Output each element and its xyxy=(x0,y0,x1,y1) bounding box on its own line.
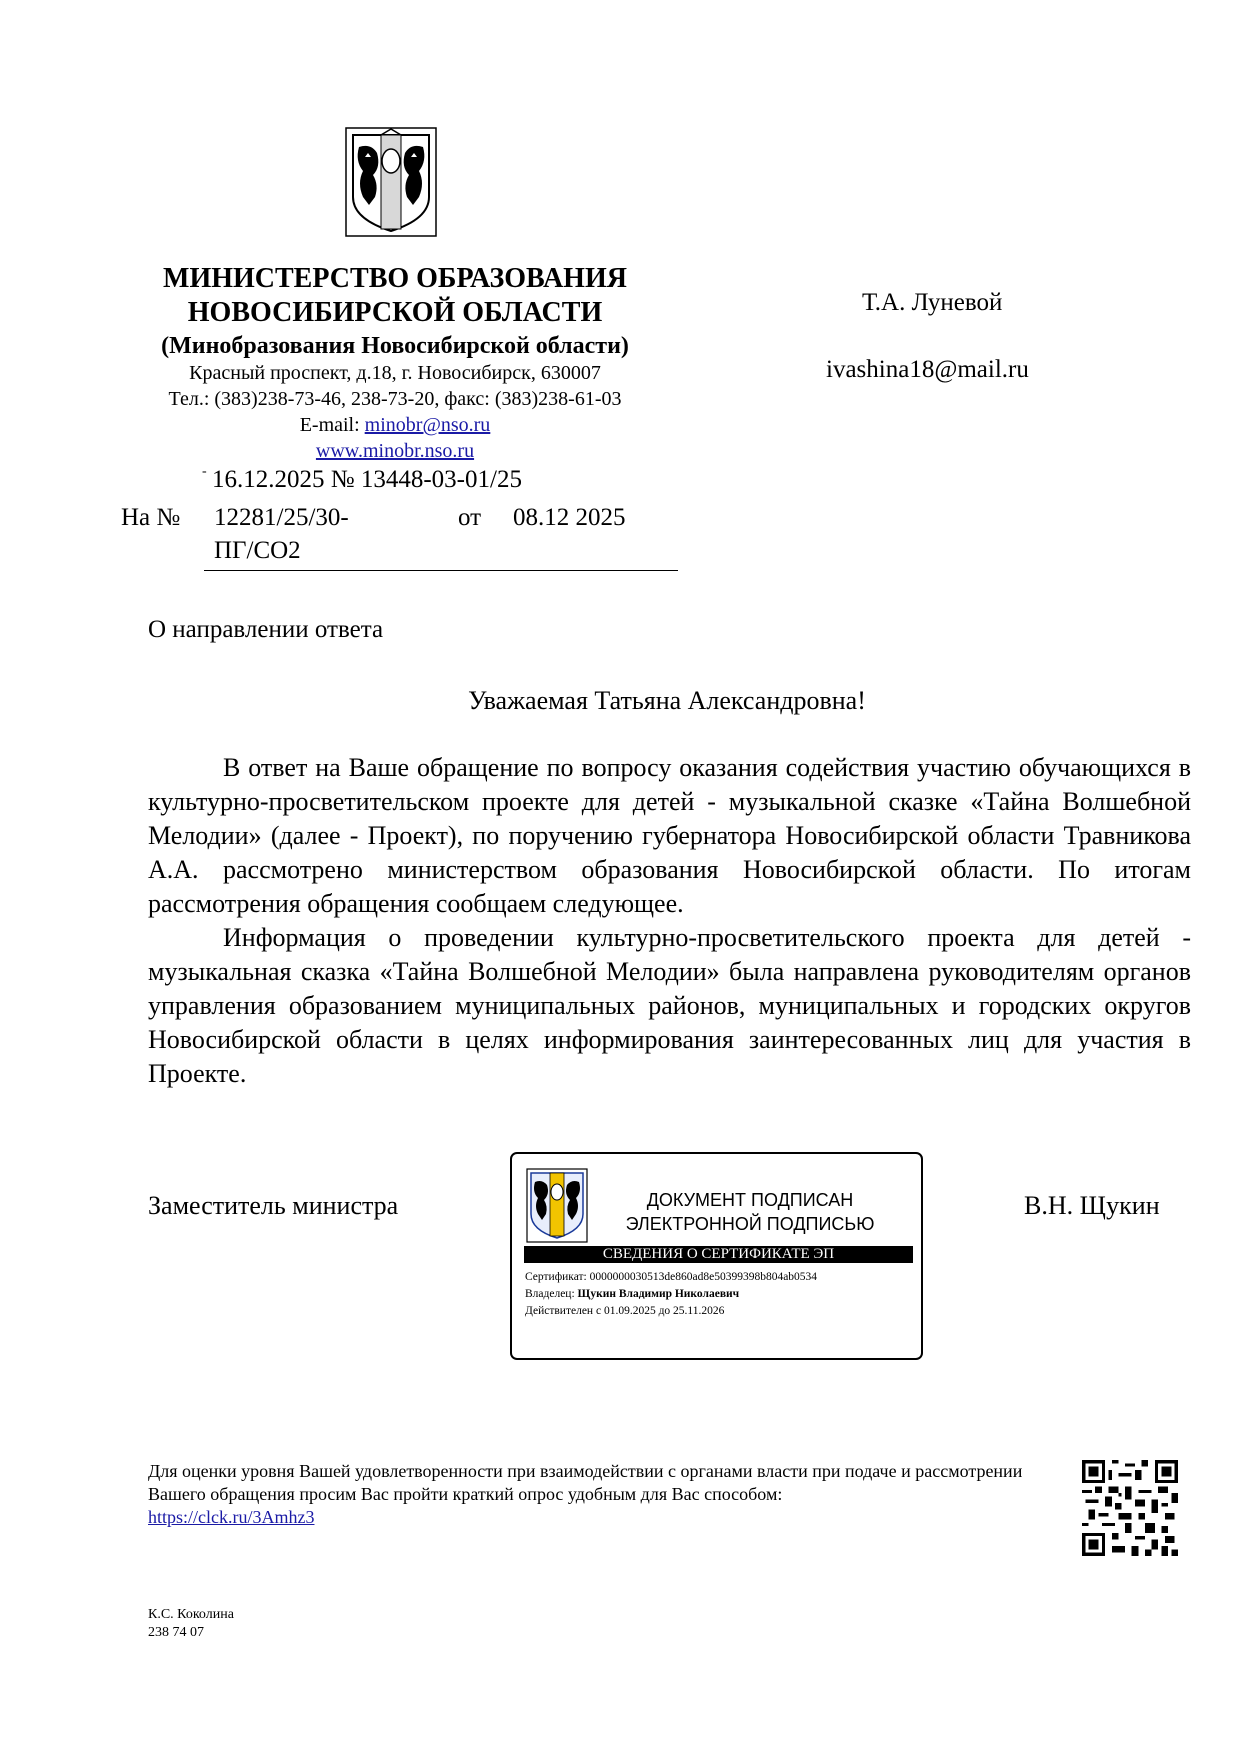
e-signature-stamp xyxy=(510,1152,923,1360)
signer-position: Заместитель министра xyxy=(148,1191,399,1220)
org-short-name: (Минобразования Новосибирской области) xyxy=(161,333,629,359)
recipient-email: ivashina18@mail.ru xyxy=(826,356,1029,383)
validity-line: Действителен с 01.09.2025 до 25.11.2026 xyxy=(525,1305,725,1317)
survey-note xyxy=(148,1460,1058,1529)
email-label: E-mail: xyxy=(299,414,365,436)
incoming-number-line1: 12281/25/30- xyxy=(214,504,349,531)
org-phones: Тел.: (383)238-73-46, 238-73-20, факс: (383)238-61-03 xyxy=(168,388,622,410)
org-address: Красный проспект, д.18, г. Новосибирск, 630007 xyxy=(189,362,601,384)
certificate-header: СВЕДЕНИЯ О СЕРТИФИКАТЕ ЭП xyxy=(524,1246,913,1263)
outgoing-registration xyxy=(212,466,522,494)
survey-link[interactable]: https://clck.ru/3Amhz3 xyxy=(148,1507,315,1527)
website-link[interactable]: www.minobr.nso.ru xyxy=(315,440,475,462)
coat-of-arms-small-icon xyxy=(526,1168,588,1243)
incoming-date: 08.12 2025 xyxy=(513,504,626,531)
owner-value: Щукин Владимир Николаевич xyxy=(577,1288,740,1300)
survey-text: Для оценки уровня Вашей удовлетворенности при взаимодействии с органами власти при подаче и рассмотрении Вашего обращения просим Вас пройти краткий опрос удобным для Вас способом: xyxy=(148,1461,1023,1504)
certificate-value: 0000000030513de860ad8e50399398b804ab0534 xyxy=(589,1271,818,1283)
certificate-label: Сертификат: xyxy=(525,1271,590,1283)
email-link[interactable]: minobr@nso.ru xyxy=(364,414,491,436)
body-paragraph: В ответ на Ваше обращение по вопросу оказания содействия участию обучающихся в культурно-просветительском проекте для детей - музыкальной сказке «Тайна Волшебной Мелодии» (далее - Проект), по поручению губернатора Новосибирской области Травникова А.А. рассмотрено министерством образования Новосибирской области. По итогам рассмотрения обращения сообщаем следующее. xyxy=(148,753,1191,918)
owner-line xyxy=(525,1286,817,1303)
org-email-line xyxy=(100,414,690,437)
body-paragraph: Информация о проведении культурно-просветительского проекта для детей - музыкальная сказка «Тайна Волшебной Мелодии» была направлена руководителям органов управления образованием муниципальных районов, муниципальных и городских округов Новосибирской области в целях информирования заинтересованных лиц для участия в Проекте. xyxy=(148,923,1191,1088)
executor-phone: 238 74 07 xyxy=(148,1625,204,1640)
coat-of-arms-icon xyxy=(345,127,437,237)
outgoing-number: 13448-03-01/25 xyxy=(360,466,522,493)
from-label: от xyxy=(458,504,482,531)
executor-info xyxy=(148,1606,234,1642)
org-website-line xyxy=(100,440,690,463)
reg-dash: - xyxy=(202,464,207,479)
outgoing-date: 16.12.2025 xyxy=(212,466,325,493)
org-name-line1: МИНИСТЕРСТВО ОБРАЗОВАНИЯ xyxy=(163,263,627,294)
registration-underline xyxy=(204,570,678,571)
incoming-number-line2: ПГ/СО2 xyxy=(214,537,301,564)
executor-name: К.С. Коколина xyxy=(148,1607,234,1622)
outgoing-number-label: № xyxy=(330,466,355,493)
stamp-title-line1: ДОКУМЕНТ ПОДПИСАН xyxy=(646,1190,854,1210)
greeting: Уважаемая Татьяна Александровна! xyxy=(468,686,866,715)
certificate-line xyxy=(525,1269,817,1286)
certificate-details xyxy=(525,1269,817,1320)
stamp-title-line2: ЭЛЕКТРОННОЙ ПОДПИСЬЮ xyxy=(625,1214,875,1234)
recipient-name: Т.А. Луневой xyxy=(862,289,1003,316)
signer-name: В.Н. Щукин xyxy=(1024,1191,1160,1220)
stamp-title xyxy=(610,1188,890,1236)
qr-code-icon[interactable] xyxy=(1082,1460,1178,1556)
org-name-line2: НОВОСИБИРСКОЙ ОБЛАСТИ xyxy=(187,297,603,328)
letter-subject: О направлении ответа xyxy=(148,616,384,643)
owner-label: Владелец: xyxy=(525,1288,578,1300)
letter-body xyxy=(148,751,1191,1091)
reply-label: На № xyxy=(121,504,181,531)
